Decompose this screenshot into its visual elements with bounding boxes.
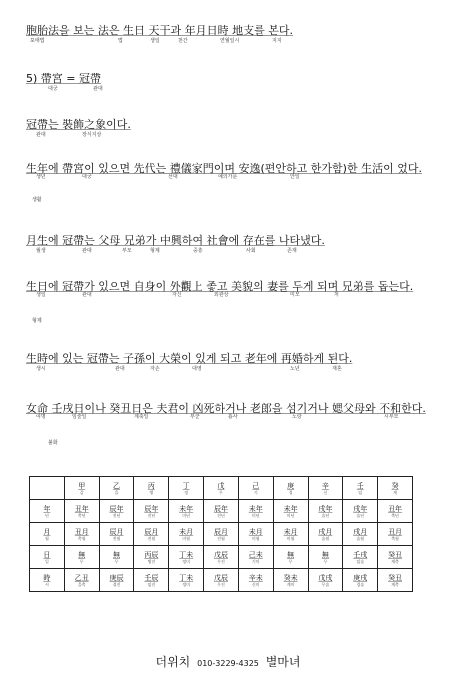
ruby-gloss: 형제 <box>150 248 160 254</box>
table-cell: 丙辰 병진 <box>134 546 169 569</box>
ruby-gloss: 월생 <box>36 248 46 254</box>
ruby-gloss: 형제 <box>32 318 42 324</box>
table-cell: 壬辰 임진 <box>134 569 169 592</box>
ruby-gloss: 포태법 <box>30 38 45 44</box>
ruby-gloss: 미모 <box>290 292 300 298</box>
table-cell: 庚 경 <box>273 477 308 500</box>
table-cell: 乙 을 <box>99 477 134 500</box>
table-cell: 辛未 신미 <box>238 569 273 592</box>
table-cell: 辰月 진월 <box>99 523 134 546</box>
ruby-gloss: 부군 <box>190 414 200 420</box>
ruby-gloss: 부모 <box>122 248 132 254</box>
table-cell: 癸丑 계축 <box>378 546 413 569</box>
table-cell: 丁未 정미 <box>169 569 204 592</box>
table-cell: 癸未 계미 <box>273 569 308 592</box>
ruby-gloss: 생시 <box>36 366 46 372</box>
table-cell: 無 무 <box>99 546 134 569</box>
heading-text: 5) 帶宮 = 冠帶 <box>26 72 101 85</box>
ruby-gloss: 재혼 <box>332 366 342 372</box>
table-cell: 未年 미년 <box>273 500 308 523</box>
ruby-gloss: 생일 <box>150 38 160 44</box>
paragraph-text: 月生에 冠帶는 父母 兄弟가 中興하여 社會에 存在를 나타냈다. <box>26 234 325 247</box>
table-cell: 丑年 축년 <box>378 500 413 523</box>
ruby-gloss: 외관상 <box>214 292 229 298</box>
table-cell: 戊戌 무술 <box>308 569 343 592</box>
ruby-gloss: 관대 <box>36 132 46 138</box>
table-cell: 戊辰 무진 <box>204 569 239 592</box>
paragraph-text: 冠帶는 裝飾之象이다. <box>26 118 131 131</box>
table-cell: 辰年 진년 <box>99 500 134 523</box>
ruby-gloss: 생년 <box>36 174 46 180</box>
table-cell: 辛 신 <box>308 477 343 500</box>
ruby-gloss: 계축일 <box>134 414 149 420</box>
table-cell: 戊 무 <box>204 477 239 500</box>
table-cell: 壬戌 임술 <box>343 546 378 569</box>
ruby-gloss: 생일 <box>36 292 46 298</box>
ruby-gloss: 노년 <box>290 366 300 372</box>
table-cell <box>30 477 65 500</box>
ruby-gloss: 안일 <box>290 174 300 180</box>
ruby-gloss: 자손 <box>150 366 160 372</box>
ruby-gloss: 관대 <box>93 86 103 92</box>
ruby-gloss: 연월일시 <box>220 38 240 44</box>
ruby-gloss: 장식지상 <box>82 132 102 138</box>
table-cell: 無 무 <box>273 546 308 569</box>
table-cell: 無 무 <box>308 546 343 569</box>
table-header-row <box>30 477 413 500</box>
table-cell: 戌年 술년 <box>308 500 343 523</box>
gwandae-table <box>29 476 413 592</box>
ruby-gloss: 예의가문 <box>218 174 238 180</box>
table-cell: 辰月 진월 <box>204 523 239 546</box>
section-heading <box>26 72 438 85</box>
table-row <box>30 546 413 569</box>
ruby-gloss: 대궁 <box>82 174 92 180</box>
ruby-gloss: 중흥 <box>193 248 203 254</box>
table-cell: 年 년 <box>30 500 65 523</box>
ruby-gloss: 처 <box>334 292 339 298</box>
table-cell: 庚辰 경진 <box>99 569 134 592</box>
paragraph-text: 生日에 冠帶가 있으면 自身이 外觀上 좋고 美貌의 妻를 두게 되며 兄弟를 돕는다. <box>26 280 414 293</box>
ruby-gloss: 천간 <box>178 38 188 44</box>
ruby-gloss: 지지 <box>272 38 282 44</box>
paragraph-text: 女命 壬戌日이나 癸丑日은 夫君이 凶死하거나 老郎을 섬기거나 媤父母와 不和한다. <box>26 402 426 415</box>
paragraph-text: 生年에 帶宮이 있으면 先代는 禮儀家門이며 安逸(편안하고 한가함)한 生活이 었다. <box>26 162 422 175</box>
table-cell: 戌月 술월 <box>308 523 343 546</box>
table-cell: 丙 병 <box>134 477 169 500</box>
table-cell: 時 시 <box>30 569 65 592</box>
paragraph-definition <box>26 118 438 131</box>
paragraph-text: 生時에 있는 冠帶는 子孫이 大榮이 있게 되고 老年에 再婚하게 된다. <box>26 352 353 365</box>
table-row <box>30 569 413 592</box>
table-cell: 未月 미월 <box>238 523 273 546</box>
table-cell: 日 일 <box>30 546 65 569</box>
table-cell: 未月 미월 <box>169 523 204 546</box>
ruby-gloss: 관대 <box>82 248 92 254</box>
table-cell: 戌年 술년 <box>343 500 378 523</box>
table-cell: 甲 갑 <box>64 477 99 500</box>
ruby-gloss: 대궁 <box>48 86 58 92</box>
ruby-gloss: 선대 <box>168 174 178 180</box>
table-cell: 癸 계 <box>378 477 413 500</box>
table-cell: 癸丑 계축 <box>378 569 413 592</box>
table-cell: 丁 정 <box>169 477 204 500</box>
ruby-gloss: 임술일 <box>72 414 87 420</box>
table-cell: 無 무 <box>64 546 99 569</box>
table-cell: 丑月 축월 <box>64 523 99 546</box>
table-cell: 戊辰 무진 <box>204 546 239 569</box>
table-cell: 辰年 진년 <box>204 500 239 523</box>
ruby-gloss: 존재 <box>287 248 297 254</box>
ruby-gloss: 생활 <box>32 197 42 203</box>
ruby-gloss: 여명 <box>36 414 46 420</box>
table-row <box>30 500 413 523</box>
table-cell: 丑年 축년 <box>64 500 99 523</box>
table-row <box>30 523 413 546</box>
ruby-gloss: 대영 <box>192 366 202 372</box>
ruby-gloss: 노랑 <box>292 414 302 420</box>
table-cell: 己 기 <box>238 477 273 500</box>
table-cell: 壬 임 <box>343 477 378 500</box>
table-cell: 己未 기미 <box>238 546 273 569</box>
ruby-gloss: 자신 <box>172 292 182 298</box>
ruby-gloss: 흉사 <box>228 414 238 420</box>
table-cell: 乙丑 을축 <box>64 569 99 592</box>
paragraph-month <box>26 234 438 247</box>
ruby-gloss: 사회 <box>246 248 256 254</box>
table-cell: 丁未 정미 <box>169 546 204 569</box>
footer-brand: 별마녀 <box>265 655 301 669</box>
ruby-gloss: 법 <box>118 38 123 44</box>
table-cell: 未年 미년 <box>238 500 273 523</box>
table-cell: 丑月 축월 <box>378 523 413 546</box>
table-cell: 辰月 진월 <box>134 523 169 546</box>
table-cell: 戌月 술월 <box>343 523 378 546</box>
paragraph-intro <box>26 24 438 37</box>
table-cell: 月 월 <box>30 523 65 546</box>
table-cell: 未年 미년 <box>169 500 204 523</box>
footer-name: 더위치 <box>155 655 191 669</box>
footer <box>0 653 456 670</box>
footer-phone: 010-3229-4325 <box>197 659 259 668</box>
table-cell: 庚戌 경술 <box>343 569 378 592</box>
table-cell: 辰年 진년 <box>134 500 169 523</box>
paragraph-hour <box>26 352 438 365</box>
ruby-gloss: 시부모 <box>384 414 399 420</box>
table-cell: 未月 미월 <box>273 523 308 546</box>
ruby-gloss: 관대 <box>115 366 125 372</box>
paragraph-text: 胞胎法을 보는 法은 生日 天干과 年月日時 地支를 본다. <box>26 24 293 37</box>
ruby-gloss: 관대 <box>82 292 92 298</box>
ruby-gloss: 불화 <box>48 440 58 446</box>
